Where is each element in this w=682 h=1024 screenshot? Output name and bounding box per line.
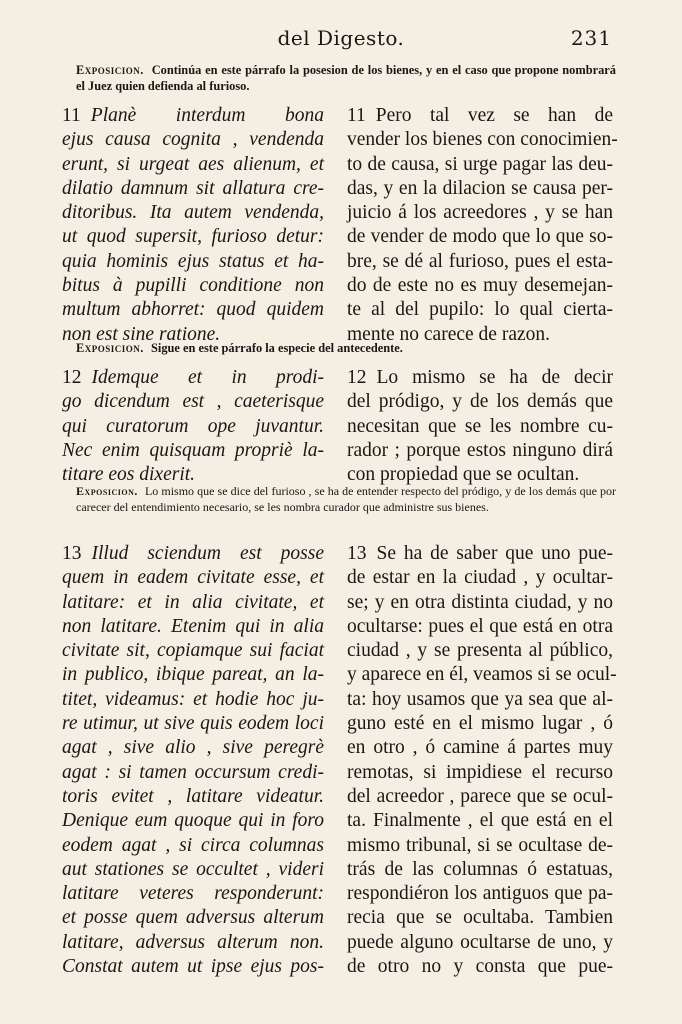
latin-line: titare eos dixerit. <box>62 464 196 486</box>
spanish-line: ta. Finalmente , el que está en el <box>347 810 613 832</box>
spanish-line: con propiedad que se ocultan. <box>347 464 580 486</box>
latin-line: dilatio damnum sit allatura cre- <box>62 177 324 199</box>
exposicion-note-13 <box>76 484 616 515</box>
latin-line: non latitare. Etenim qui in alia <box>62 615 324 637</box>
spanish-line: te al del pupilo: lo qual cierta- <box>347 299 613 321</box>
latin-line: bitus à pupilli conditione non <box>62 275 324 297</box>
spanish-line: del pródigo, y de los demás que <box>347 391 613 413</box>
latin-line: qui curatorum ope juvantur. <box>62 415 324 437</box>
spanish-line: recia que se ocultaba. Tambien <box>347 907 613 929</box>
page-number: 231 <box>570 26 612 50</box>
latin-line: latitare, adversus alterum non. <box>62 931 324 953</box>
latin-line: latitare veteres responderunt: <box>62 883 324 905</box>
exposicion-label: Exposicion. <box>76 484 138 498</box>
latin-line: Constat autem ut ipse ejus pos- <box>62 956 324 978</box>
latin-line: latitare: et in alia civitate, et <box>62 591 324 613</box>
running-title: del Digesto. <box>277 26 405 50</box>
latin-line: Nec enim quisquam propriè la- <box>62 439 324 461</box>
spanish-line: y aparece en él, veamos si se ocul- <box>347 664 617 686</box>
latin-line: in publico, ibique pareat, an la- <box>62 664 324 686</box>
spanish-line: bre, se dé al furioso, pues el esta- <box>347 250 613 272</box>
spanish-line: juicio á los acreedores , y se han <box>347 202 613 224</box>
latin-column-11 <box>62 104 324 347</box>
spanish-column-11 <box>347 104 618 347</box>
exposicion-text: Continúa en este párrafo la posesion de los bienes, y en el caso que propone nombrará el Juez quien defienda al furioso. <box>76 63 616 93</box>
latin-line: re utimur, ut sive quis eodem loci <box>62 713 324 735</box>
spanish-line: respondiéron los antiguos que pa- <box>347 883 613 905</box>
spanish-line: ta: hoy usamos que ya sea que al- <box>347 688 613 710</box>
latin-line: toris evitet , latitare videatur. <box>62 785 324 807</box>
spanish-line: 13 Se ha de saber que uno pue- <box>347 543 613 564</box>
paragraph-number: 11 <box>347 105 366 126</box>
latin-line: aut stationes se occultet , videri <box>62 858 324 880</box>
spanish-line: necesitan que se les nombre cu- <box>347 415 613 437</box>
latin-line: multum abhorret: quod quidem <box>62 299 324 321</box>
exposicion-note-11 <box>76 62 616 94</box>
spanish-line: 11 Pero tal vez se han de <box>347 105 613 126</box>
latin-line: titet, videamus: et hodie hoc ju- <box>62 688 324 710</box>
spanish-line: do de este no es muy desemejan- <box>347 275 613 297</box>
spanish-line: en otro , ó camine á partes muy <box>347 737 613 759</box>
spanish-line: del acreedor , parece que se ocul- <box>347 785 613 807</box>
exposicion-text: Sigue en este párrafo la especie del antecedente. <box>150 341 403 355</box>
paragraph-number: 12 <box>62 367 82 388</box>
latin-line: agat , sive alio , sive peregrè <box>62 737 324 759</box>
latin-line: ditoribus. Ita autem vendenda, <box>62 202 324 224</box>
spanish-line: das, y en la dilacion se causa per- <box>347 177 613 199</box>
paragraph-number: 13 <box>347 543 367 564</box>
spanish-line: mismo tribunal, si se ocultase de- <box>347 834 613 856</box>
latin-line: eodem agat , si circa columnas <box>62 834 324 856</box>
latin-column-12 <box>62 366 324 487</box>
spanish-line: trás de las columnas ó estatuas, <box>347 858 613 880</box>
latin-line: civitate sit, copiamque sui faciat <box>62 640 324 662</box>
exposicion-note-12 <box>76 340 616 356</box>
latin-column-13 <box>62 542 324 979</box>
latin-line: et posse quem adversus alterum <box>62 907 324 929</box>
spanish-line: puede alguno ocultarse de uno, y <box>347 931 613 953</box>
spanish-line: ocultarse: pues el que está en otra <box>347 615 613 637</box>
paragraph-number: 13 <box>62 543 82 564</box>
exposicion-label: Exposicion. <box>76 63 144 77</box>
latin-line: erunt, si urgeat aes alienum, et <box>62 153 324 175</box>
spanish-column-13 <box>347 542 617 979</box>
page-header <box>0 26 682 56</box>
spanish-line: 12 Lo mismo se ha de decir <box>347 367 613 388</box>
latin-line: agat : si tamen occursum credi- <box>62 761 324 783</box>
latin-line: quem in eadem civitate esse, et <box>62 567 324 589</box>
spanish-line: de estar en la ciudad , y ocultar- <box>347 567 613 589</box>
spanish-line: de vender de modo que lo que so- <box>347 226 613 248</box>
spanish-line: remotas, si impidiese el recurso <box>347 761 613 783</box>
latin-line: quia hominis ejus status et ha- <box>62 250 324 272</box>
spanish-line: se; y en otra distinta ciudad, y no <box>347 591 613 613</box>
spanish-line: de otro no y consta que pue- <box>347 956 613 978</box>
paragraph-number: 12 <box>347 367 367 388</box>
paragraph-number: 11 <box>62 105 81 126</box>
latin-line: non est sine ratione. <box>62 323 221 345</box>
spanish-line: to de causa, si urge pagar las deu- <box>347 153 613 175</box>
latin-line: 11 Planè interdum bona <box>62 105 324 126</box>
latin-line: ejus causa cognita , vendenda <box>62 129 324 151</box>
spanish-line: ciudad , y se presenta al público, <box>347 640 613 662</box>
latin-line: 12 Idemque et in prodi- <box>62 367 324 388</box>
exposicion-label: Exposicion. <box>76 341 144 355</box>
exposicion-text: Lo mismo que se dice del furioso , se ha de entender respecto del pródigo, y de los demás que por carecer del entendimiento necesario, se les nombra curador que administre sus bienes. <box>76 484 616 514</box>
spanish-line: mente no carece de razon. <box>347 323 550 345</box>
latin-line: go dicendum est , caeterisque <box>62 391 324 413</box>
latin-line: ut quod supersit, furioso detur: <box>62 226 324 248</box>
spanish-column-12 <box>347 366 613 487</box>
latin-line: Denique eum quoque qui in foro <box>62 810 324 832</box>
spanish-line: rador ; porque estos ninguno dirá <box>347 439 613 461</box>
spanish-line: vender los bienes con conocimien- <box>347 129 618 151</box>
latin-line: 13 Illud sciendum est posse <box>62 543 324 564</box>
spanish-line: guno esté en el mismo lugar , ó <box>347 713 613 735</box>
